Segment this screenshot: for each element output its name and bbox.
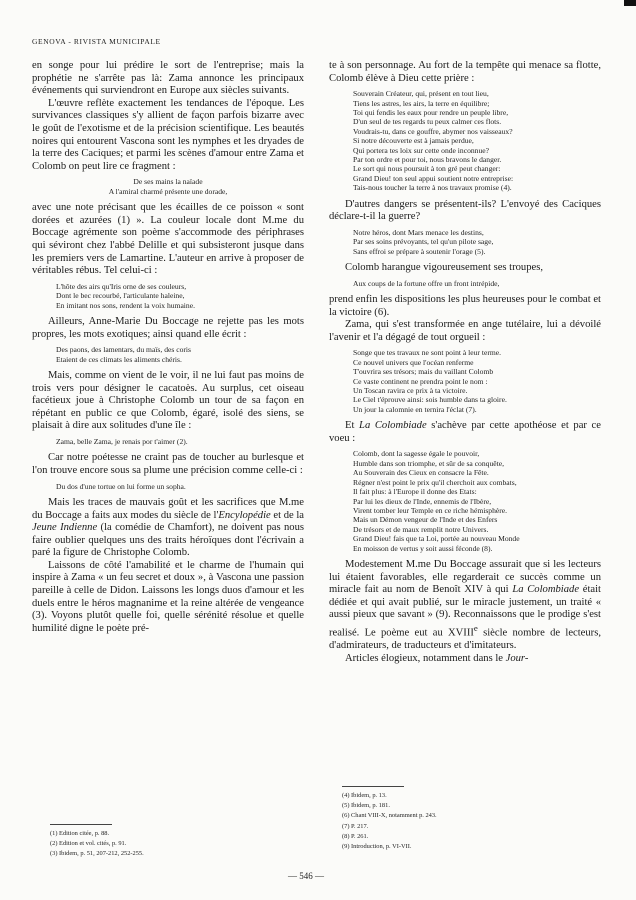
page-number: — 546 — — [288, 871, 324, 881]
verse-quote — [353, 89, 601, 192]
verse-line: Par lui les dieux de l'Inde, ennemis de l'Ibère, — [353, 496, 492, 506]
verse-line: Tais-nous toucher la terre à nos travaux promise (4). — [353, 183, 512, 193]
footnotes-left — [50, 824, 250, 860]
verse-line: Il fait plus: à l'Europe il donne des Etats: — [353, 487, 477, 497]
verse-line: De trésors et de maux remplit notre Univers. — [353, 524, 489, 534]
verse-line: D'un seul de tes regards tu peux calmer ces flots. — [353, 117, 502, 127]
footnote: (1) Edition citée, p. 88. — [50, 830, 110, 837]
verse-line: Mais un Démon vengeur de l'Inde et des Enfers — [353, 515, 498, 525]
verse-line: Par ton ordre et pour toi, nous bravons le danger. — [353, 155, 502, 165]
verse-line: Des paons, des lamentars, du maïs, des coris — [56, 345, 191, 355]
verse-line: Virent tomber leur Temple en ce riche hémisphère. — [353, 505, 508, 515]
paragraph: Laissons de côté l'amabilité et le charme de l'humain qui inspire à Zama « un feu secret et doux », à Vascona une passion pareille à celle de Didon. Laissons les longs duos d'amour et les duels entre le héros magnanime et la reine altérée de vengeance (3). Voyons plutôt quelle foi, quelle sérénité résolue et quelle humilité digne le poète pré- — [32, 559, 304, 634]
footnote: (3) Ibidem, p. 51, 207-212, 252-255. — [50, 850, 144, 858]
paragraph: Modestement M.me Du Boccage assurait que si les lecteurs lui étaient favorables, elle regarderait ce succès comme un miracle fait au nom de Benoît XIV à qui La Colombiade était dédiée et qui avait publié, sur le miracle justement, un traité « aussi pieux que savant » (9). Reconnaissons que le prodige s'est realisé. Le poème eut au XVIIIe siècle nombre de lecteurs, d'admirateurs, de traducteurs et d'imitateurs. — [329, 558, 601, 652]
verse-quote — [353, 279, 601, 288]
footnote: (6) Chant VIII-X, notamment p. 243. — [342, 812, 437, 820]
verse-line: Souverain Créateur, qui, présent en tout lieu, — [353, 89, 489, 99]
verse-line: Colomb, dont la sagesse égale le pouvoir, — [353, 449, 480, 459]
paragraph: prend enfin les dispositions les plus heureuses pour le combat et la victoire (6). — [329, 294, 601, 318]
verse-line: T'ouvrira ses trésors; mais du vaillant Colomb — [353, 367, 494, 377]
verse-line: Songe que tes travaux ne sont point à leur terme. — [353, 348, 502, 358]
verse-line: Le Ciel t'éprouve ainsi: sois humble dans ta gloire. — [353, 395, 507, 405]
footnote: (4) Ibidem, p. 13. — [342, 792, 387, 799]
paragraph: Ailleurs, Anne-Marie Du Boccage ne rejette pas les mots propres, les mots exotiques; ainsi quand elle écrit : — [32, 315, 304, 340]
footnote: (8) P. 261. — [342, 832, 369, 840]
verse-line: Ce vaste continent ne prendra point le nom : — [353, 376, 488, 386]
right-column — [329, 60, 601, 665]
verse-quote — [56, 482, 304, 491]
footnote: (9) Introduction, p. VI-VII. — [342, 843, 412, 851]
paragraph: te à son personnage. Au fort de la tempête qui menace sa flotte, Colomb élève à Dieu cette prière : — [329, 60, 601, 84]
paragraph: avec une note précisant que les écailles de ce poisson « sont dorées et azurées (1) ». La couleur locale dont M.me du Boccage agrémente son poème s'accommode des périphrases qui séviront chez l'abbé Delille et qui subsisteront jusque dans les premiers vers de Lamartine. L'auteur en arrive à proposer de véritables rébus. Tel celui-ci : — [32, 202, 304, 277]
paragraph: Articles élogieux, notamment dans le Jour- — [345, 652, 529, 664]
verse-line: Ce nouvel univers que l'océan renferme — [353, 357, 474, 367]
paragraph: Mais les traces de mauvais goût et les sacrifices que M.me du Boccage a faits aux modes du siècle de l'Encylopédie et de la Jeune Indienne (la comédie de Chamfort), ne doivent pas nous faire oublier quelques uns des traits héroïques dont l'écrivain a paré la figure de Christophe Colomb. — [32, 496, 304, 559]
verse-line: Zama, belle Zama, je renais por t'aimer (2). — [56, 436, 188, 446]
verse-line: Aux coups de la fortune offre un front intrépide, — [353, 278, 500, 288]
paragraph: Car notre poétesse ne craint pas de toucher au burlesque et l'on trouve encore sous sa plume une précision comme celle-ci : — [32, 452, 304, 476]
verse-line: De ses mains la naïade — [133, 177, 203, 187]
paragraph: L'œuvre reflète exactement les tendances de l'époque. Les survivances classiques s'y allient de façon parfois bizarre avec le goût de l'exotisme et de la précision scientifique. Les beautés noires qui entourent Vascona sont les nymphes et les dryades de la terre des Caciques; et parmi les scènes d'amour entre Zama et Colomb on peut lire ce fragment : — [32, 97, 304, 172]
verse-quote — [353, 228, 601, 256]
verse-line: Etaient de ces climats les aliments chéris. — [56, 354, 182, 364]
verse-quote — [32, 177, 304, 196]
paragraph: Et La Colombiade s'achève par cette apothéose et par ce voeu : — [329, 420, 601, 444]
verse-quote — [353, 348, 601, 414]
paragraph: Mais, comme on vient de le voir, il ne lui faut pas moins de trois vers pour désigner le cacatoès. Au surplus, cet oiseau facétieux joue à Christophe Colomb un tour de sa façon en répétant en public ce que Colomb, égaré, isolé des siens, se plaisait à dire aux solitudes d'une île : — [32, 369, 304, 432]
verse-line: Qui portera tes loix sur cette onde inconnue? — [353, 145, 490, 155]
paragraph: Colomb harangue vigoureusement ses troupes, — [345, 262, 544, 274]
verse-line: Sans effroi se prépare à soutenir l'orage (5). — [353, 246, 486, 256]
verse-line: Grand Dieu! ton seul appui soutient notre entreprise: — [353, 173, 514, 183]
verse-quote — [353, 449, 601, 552]
footnote-rule — [50, 824, 112, 825]
verse-line: Dont le bec recourbé, l'articulante haleine, — [56, 291, 185, 301]
left-column — [32, 60, 304, 635]
verse-line: Par ses soins prévoyants, tel qu'un pilote sage, — [353, 237, 494, 247]
verse-line: Si notre découverte est à jamais perdue, — [353, 136, 474, 146]
paragraph: D'autres dangers se présentent-ils? L'envoyé des Caciques déclare-t-il la guerre? — [329, 198, 601, 223]
verse-line: Toi qui fendis les eaux pour rendre un peuple libre, — [353, 108, 509, 117]
verse-quote — [56, 345, 304, 364]
footnote: (2) Edition et vol. cités, p. 91. — [50, 840, 127, 848]
running-header: GENOVA - RIVISTA MUNICIPALE — [32, 37, 161, 46]
verse-line: L'hôte des airs qu'Iris orne de ses couleurs, — [56, 281, 187, 291]
verse-line: Tiens les astres, les airs, la terre en équilibre; — [353, 98, 490, 108]
verse-line: Le sort qui nous poursuit à ton gré peut changer: — [353, 164, 501, 174]
verse-line: Notre héros, dont Mars menace les destins, — [353, 227, 484, 237]
paragraph: Zama, qui s'est transformée en ange tutélaire, lui a dévoilé l'avenir et l'a dégagé de tout orgueil : — [329, 319, 601, 343]
verse-line: Un jour la calomnie en ternira l'éclat (7). — [353, 404, 477, 414]
paragraph: en songe pour lui prédire le sort de l'entreprise; mais la prophétie ne s'arrête pas là: Zama annonce les principaux événements qui surviendront en Europe aux siècles suivants. — [32, 60, 304, 97]
verse-line: Humble dans son triomphe, et sûr de sa conquête, — [353, 458, 504, 468]
verse-line: Un Toscan ravira ce prix à ta victoire. — [353, 386, 468, 396]
verse-quote — [56, 437, 304, 446]
verse-line: En moisson de vertus y soit aussi féconde (8). — [353, 543, 493, 553]
verse-line: A l'amiral charmé présente une dorade, — [108, 186, 228, 196]
verse-line: Au Souverain des Cieux en consacre la Fête. — [353, 468, 489, 478]
verse-line: Grand Dieu! fais que ta Loi, portée au nouveau Monde — [353, 534, 520, 544]
footnote: (7) P. 217. — [342, 822, 369, 830]
footnote: (5) Ibidem, p. 181. — [342, 802, 390, 810]
verse-quote — [56, 282, 304, 310]
corner-mark — [624, 0, 636, 6]
footnotes-right — [342, 786, 542, 852]
verse-line: En imitant nos sons, rendent la voix humaine. — [56, 300, 195, 310]
verse-line: Régner n'est point le prix qu'il cherchoit aux combats, — [353, 477, 517, 487]
verse-line: Voudrais-tu, dans ce gouffre, abymer nos vaisseaux? — [353, 126, 513, 136]
verse-line: Du dos d'une tortue on lui forme un sopha. — [56, 481, 186, 491]
footnote-rule — [342, 786, 404, 787]
